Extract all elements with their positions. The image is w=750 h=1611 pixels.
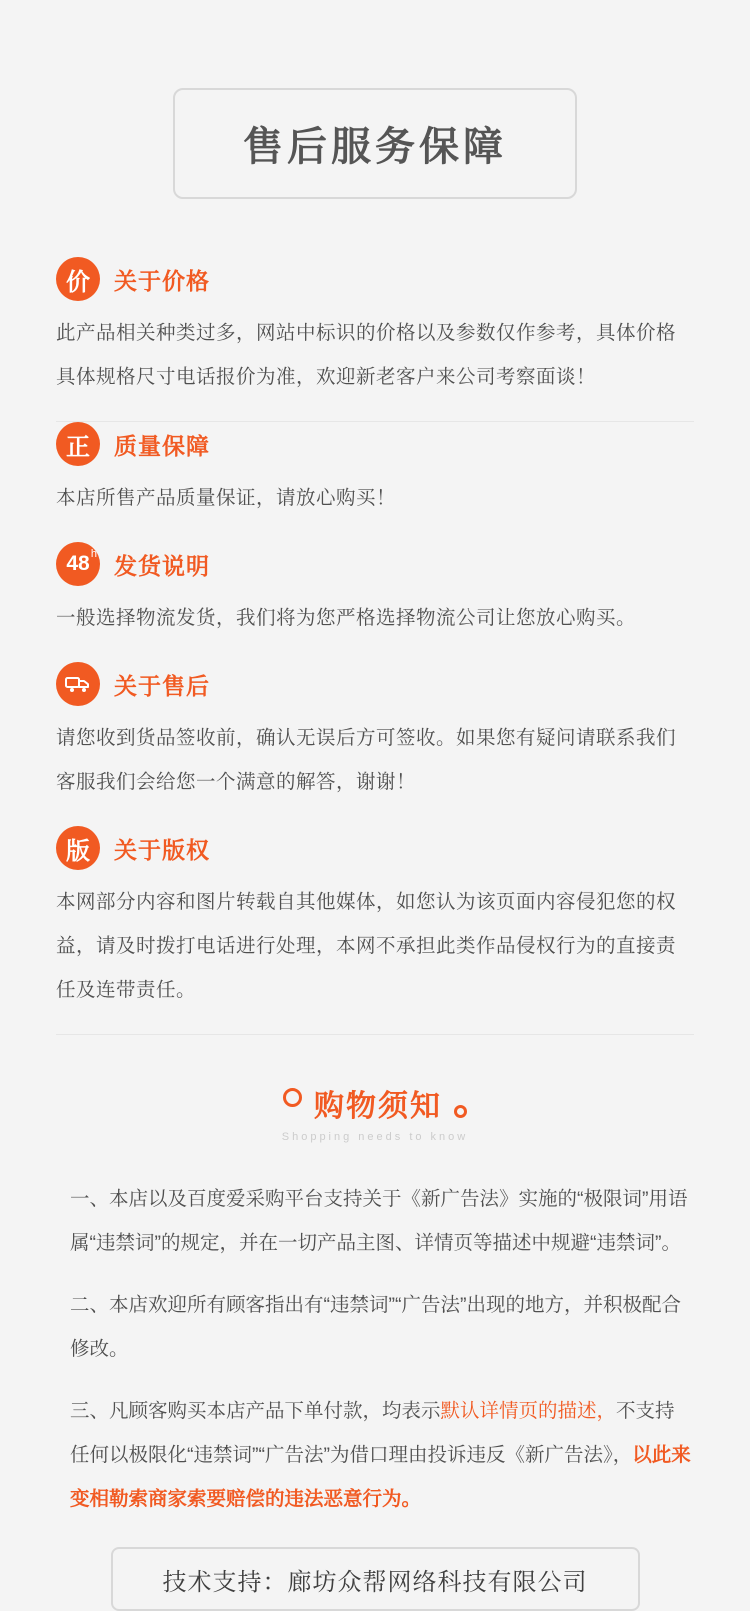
- service-item: [56, 257, 694, 399]
- shopping-notice-title: 购物须知: [314, 1090, 442, 1123]
- service-item-title: 关于价格: [114, 267, 210, 294]
- service-item-body: 本网部分内容和图片转载自其他媒体，如您认为该页面内容侵犯您的权益，请及时拨打电话进行处理，本网不承担此类作品侵权行为的直接责任及连带责任。: [56, 891, 677, 1001]
- badge-label: 正: [66, 433, 90, 461]
- page-root: [0, 88, 750, 1596]
- notice-text: 不支持任何以极限化“违禁词”“广告法”为借口理由投诉违反《新广告法》，: [70, 1400, 675, 1466]
- notice-text-highlight-bold: 以此来变相勒索商家索要赔偿的违法恶意行为。: [70, 1444, 691, 1510]
- divider: [56, 1034, 694, 1035]
- service-item: [56, 542, 694, 640]
- service-item-head: [56, 662, 694, 706]
- service-section: [0, 257, 750, 1035]
- shopping-notice-heading: [56, 1081, 694, 1143]
- footer-box: [111, 1547, 640, 1611]
- service-item-head: [56, 542, 694, 586]
- copyright-badge-icon: [56, 826, 100, 870]
- service-item-head: [56, 422, 694, 466]
- shopping-notice-heading-row: [56, 1081, 694, 1125]
- service-item-head: [56, 257, 694, 301]
- notice-text-highlight: 默认详情页的描述，: [440, 1400, 617, 1422]
- shopping-notice-section: [0, 1081, 750, 1521]
- shopping-notice-subtitle: Shopping needs to know: [281, 1131, 469, 1143]
- notice-text: 三、凡顾客购买本店产品下单付款，均表示: [70, 1400, 441, 1422]
- ring-decoration-icon: [283, 1088, 302, 1107]
- service-item-body: 此产品相关种类过多，网站中标识的价格以及参数仅作参考，具体价格具体规格尺寸电话报价为准，欢迎新老客户来公司考察面谈！: [56, 322, 677, 388]
- service-item-head: [56, 826, 694, 870]
- ring-decoration-small-icon: [454, 1105, 467, 1118]
- badge-superscript: h: [90, 548, 97, 560]
- service-item: [56, 826, 694, 1012]
- service-item-title: 发货说明: [114, 552, 210, 579]
- badge-label: 价: [66, 268, 90, 296]
- notice-text: 二、本店欢迎所有顾客指出有“违禁词”“广告法”出现的地方，并积极配合修改。: [70, 1294, 681, 1360]
- shopping-notice-list: [56, 1177, 694, 1521]
- page-title: 售后服务保障: [243, 125, 507, 169]
- service-item-body: 一般选择物流发货，我们将为您严格选择物流公司让您放心购买。: [56, 607, 637, 629]
- notice-item: [56, 1177, 694, 1265]
- footer-credit: 技术支持：廊坊众帮网络科技有限公司: [162, 1568, 588, 1596]
- quality-badge-icon: [56, 422, 100, 466]
- notice-item: [56, 1389, 694, 1521]
- service-item-title: 关于售后: [114, 672, 210, 699]
- badge-label: 版: [66, 837, 90, 865]
- service-item-title: 关于版权: [114, 836, 210, 863]
- shipping-48h-badge-icon: [56, 542, 100, 586]
- service-item-body: 本店所售产品质量保证，请放心购买！: [56, 487, 397, 509]
- service-item: [56, 662, 694, 804]
- service-item-body: 请您收到货品签收前，确认无误后方可签收。如果您有疑问请联系我们客服我们会给您一个满意的解答，谢谢！: [56, 727, 677, 793]
- badge-label: 48: [66, 552, 90, 575]
- page-title-box: [173, 88, 577, 199]
- service-item-title: 质量保障: [114, 432, 210, 459]
- price-badge-icon: [56, 257, 100, 301]
- service-item: [56, 422, 694, 520]
- notice-text: 一、本店以及百度爱采购平台支持关于《新广告法》实施的“极限词”用语属“违禁词”的规定，并在一切产品主图、详情页等描述中规避“违禁词”。: [70, 1188, 688, 1254]
- notice-item: [56, 1283, 694, 1371]
- truck-badge-icon: [56, 662, 100, 706]
